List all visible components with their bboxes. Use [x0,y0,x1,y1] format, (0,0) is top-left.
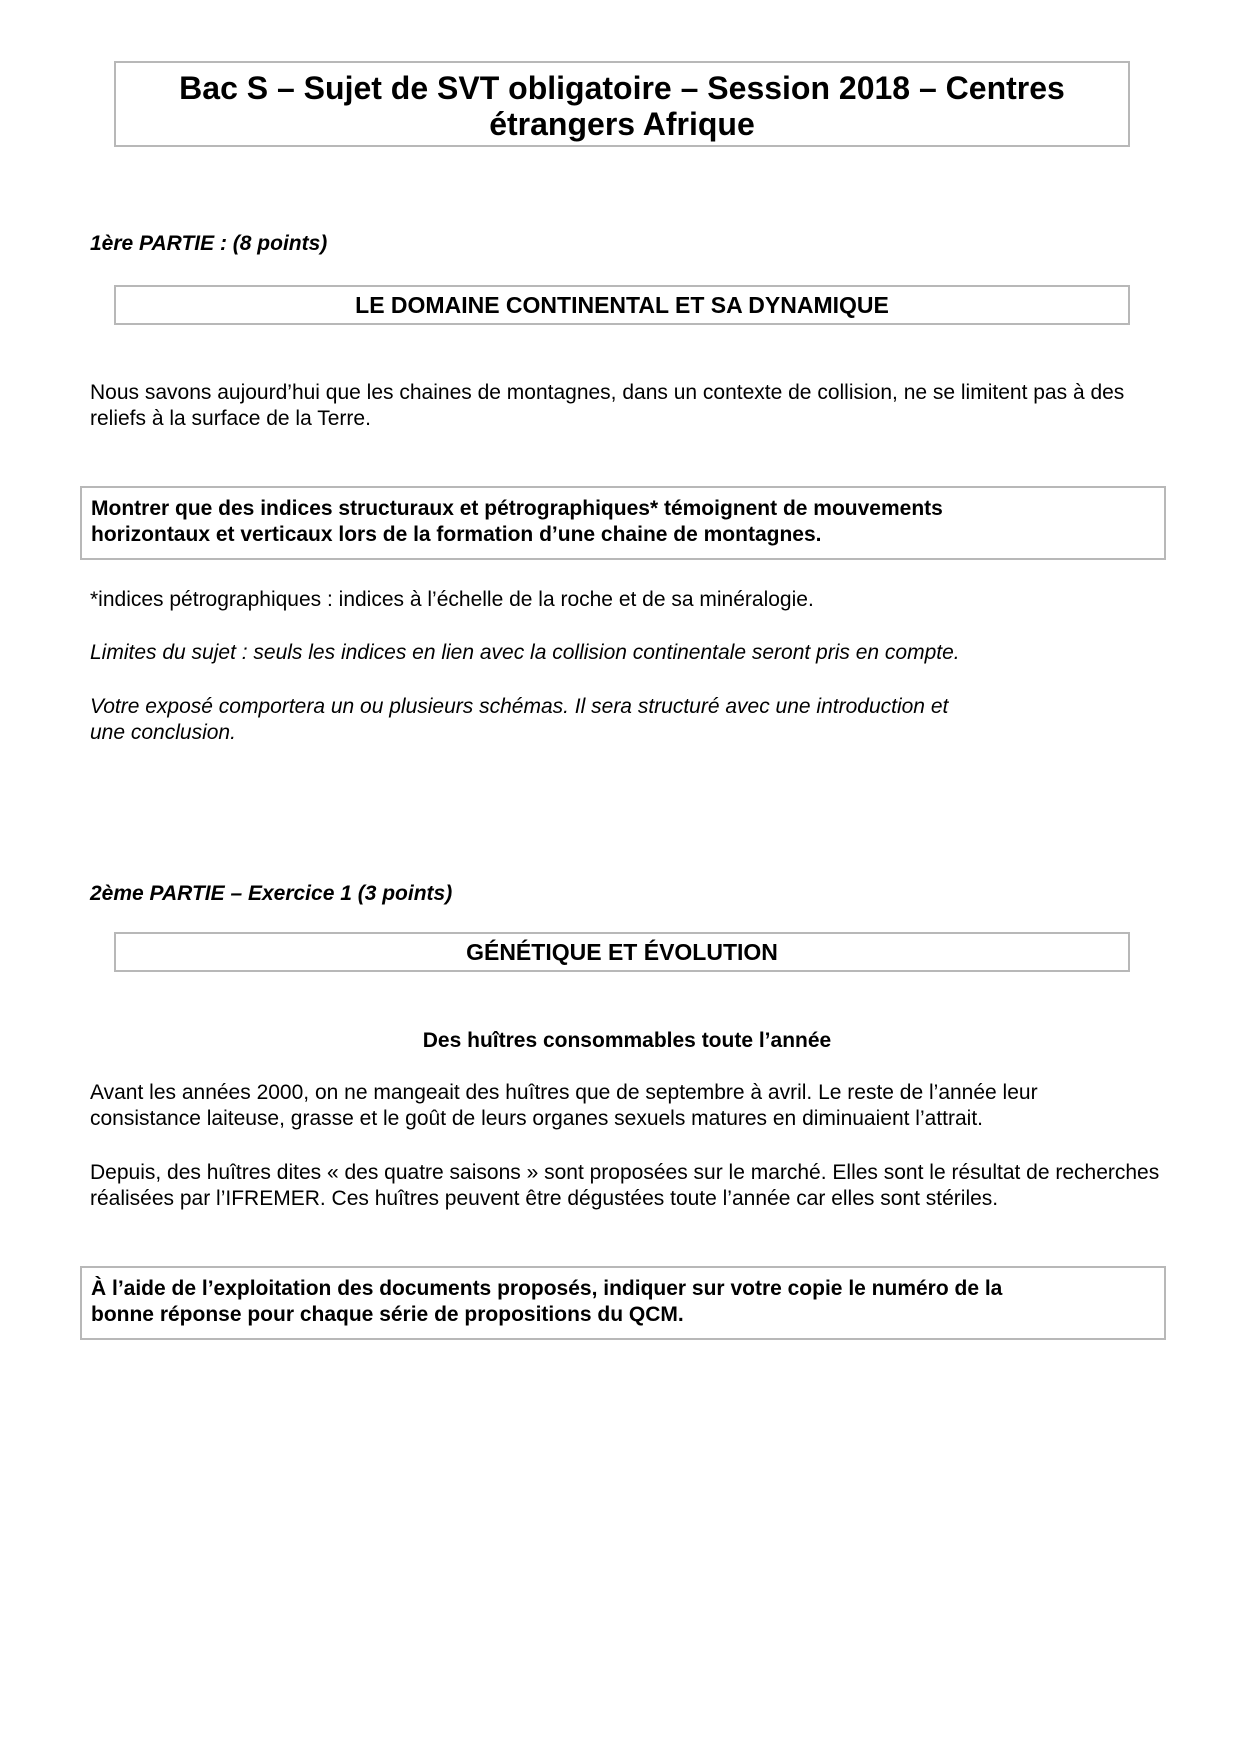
part1-limits: Limites du sujet : seuls les indices en lien avec la collision continentale seront pris en compte. [90,641,960,664]
part1-heading: 1ère PARTIE : (8 points) [90,232,328,255]
part1-expose [90,694,1150,746]
part1-expose-line1: Votre exposé comportera un ou plusieurs schémas. Il sera structuré avec une introduction et [90,695,949,718]
part2-heading: 2ème PARTIE – Exercice 1 (3 points) [90,882,453,905]
part1-theme-box: LE DOMAINE CONTINENTAL ET SA DYNAMIQUE [114,285,1130,325]
part2-task-line2: bonne réponse pour chaque série de propositions du QCM. [91,1303,684,1326]
part1-footnote: *indices pétrographiques : indices à l’échelle de la roche et de sa minéralogie. [90,588,814,611]
part2-subtitle: Des huîtres consommables toute l’année [422,1029,832,1052]
part2-task-line1: À l’aide de l’exploitation des documents proposés, indiquer sur votre copie le numéro de la [91,1277,1003,1300]
part2-theme-box: GÉNÉTIQUE ET ÉVOLUTION [114,932,1130,972]
document-title-line1: Bac S – Sujet de SVT obligatoire – Session 2018 – Centres [179,70,1065,106]
document-title [114,61,1130,147]
document-title-line2: étrangers Afrique [489,106,755,142]
part2-task-box [80,1266,1166,1340]
part1-task-line2: horizontaux et verticaux lors de la formation d’une chaine de montagnes. [91,523,822,546]
part2-para2: Depuis, des huîtres dites « des quatre saisons » sont proposées sur le marché. Elles sont le résultat de recherches réalisées par l’IFREMER. Ces huîtres peuvent être dégustées toute l’année car elles sont stériles. [90,1161,1160,1210]
part2-para1: Avant les années 2000, on ne mangeait des huîtres que de septembre à avril. Le reste de l’année leur consistance laiteuse, grasse et le goût de leurs organes sexuels matures en diminuaient l’attrait. [90,1081,1038,1130]
part1-expose-line2: une conclusion. [90,721,236,744]
part1-task-box [80,486,1166,560]
part1-intro: Nous savons aujourd’hui que les chaines de montagnes, dans un contexte de collision, ne se limitent pas à des reliefs à la surface de la Terre. [90,381,1125,430]
part1-task-line1: Montrer que des indices structuraux et pétrographiques* témoignent de mouvements [91,497,943,520]
